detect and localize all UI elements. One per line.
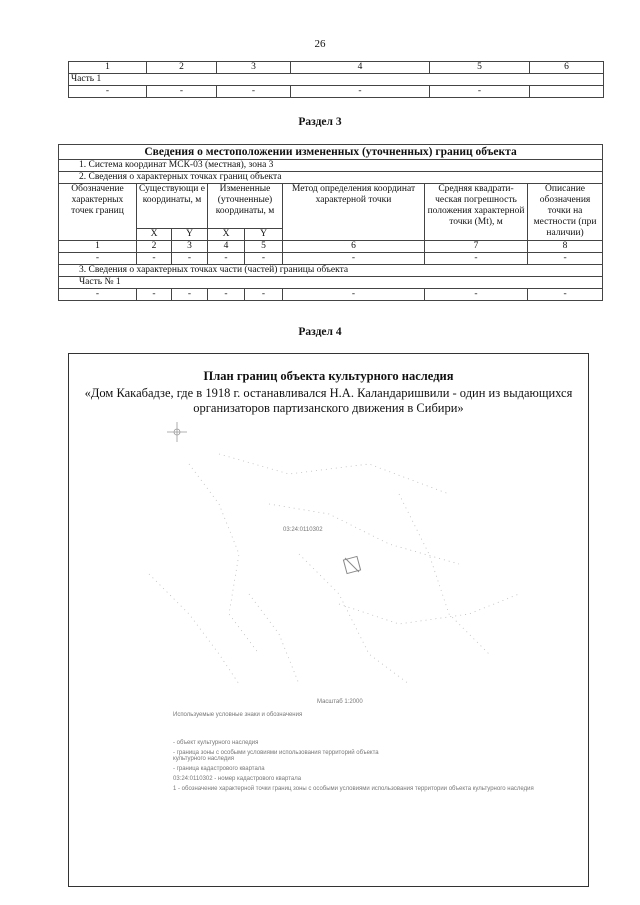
boundary-plan <box>68 353 589 887</box>
col-number: 8 <box>528 241 603 253</box>
section-4-title: Раздел 4 <box>298 326 342 338</box>
col-header: 6 <box>530 62 604 74</box>
col-header: 2 <box>147 62 217 74</box>
col-header-error: Средняя квадрати-ческая погрешность положения характерной точки (Mt), м <box>425 184 528 241</box>
col-number: 6 <box>283 241 425 253</box>
legend <box>173 740 553 796</box>
table-cell: - <box>137 253 172 265</box>
legend-item: - граница кадастрового квартала <box>173 766 265 772</box>
col-header: 4 <box>291 62 430 74</box>
plan-caption: «Дом Какабадзе, где в 1918 г. останавливался Н.А. Каландаришвили - один из выдающихся организаторов партизанского движения в Сибири» <box>84 386 573 415</box>
parcel-boundaries <box>149 454 519 684</box>
heritage-object-icon <box>343 556 360 573</box>
table-cell: - <box>137 289 172 301</box>
table-cell: - <box>245 289 283 301</box>
north-arrow-icon <box>167 422 187 442</box>
section-3-title: Раздел 3 <box>298 116 342 128</box>
table-row <box>69 86 604 98</box>
cadastral-block-label: 03:24:0110302 <box>283 527 323 533</box>
table-row <box>59 289 603 301</box>
col-number: 2 <box>137 241 172 253</box>
col-number: 1 <box>59 241 137 253</box>
col-header-y: Y <box>245 229 283 241</box>
table-cell: - <box>528 253 603 265</box>
table-cell: - <box>425 253 528 265</box>
col-header-x: X <box>208 229 245 241</box>
table-cell: - <box>172 253 208 265</box>
col-header-method: Метод определения координат характерной точки <box>283 184 425 241</box>
table-cell: - <box>283 289 425 301</box>
legend-title: Используемые условные знаки и обозначения <box>173 712 303 718</box>
col-header-x: X <box>137 229 172 241</box>
legend-item: - объект культурного наследия <box>173 740 259 746</box>
boundary-points-table <box>58 144 603 301</box>
table-cell: - <box>217 86 291 98</box>
table-cell: - <box>245 253 283 265</box>
col-number: 7 <box>425 241 528 253</box>
col-number: 4 <box>208 241 245 253</box>
col-header-changed: Измененные (уточненные) координаты, м <box>208 184 283 229</box>
col-header-y: Y <box>172 229 208 241</box>
table-cell: - <box>430 86 530 98</box>
coord-system: 1. Система координат МСК-03 (местная), зона 3 <box>59 160 603 172</box>
scale-label: Масштаб 1:2000 <box>317 699 363 705</box>
legend-item: 03:24:0110302 - номер кадастрового квартала <box>173 776 302 782</box>
table-row <box>59 253 603 265</box>
table-cell: - <box>208 253 245 265</box>
col-number: 3 <box>172 241 208 253</box>
legend-item: - граница зоны с особыми условиями использования территорий объекта культурного наследия <box>173 750 379 762</box>
column-number-row <box>59 241 603 253</box>
table-title: Сведения о местоположении измененных (уточненных) границ объекта <box>59 145 603 160</box>
table-cell: - <box>283 253 425 265</box>
col-number: 5 <box>245 241 283 253</box>
col-header-description: Описание обозначения точки на местности (при наличии) <box>528 184 603 241</box>
col-header: 1 <box>69 62 147 74</box>
col-header-designation: Обозначение характерных точек границ <box>59 184 137 241</box>
col-header: 3 <box>217 62 291 74</box>
table-cell: - <box>147 86 217 98</box>
plan-title: План границ объекта культурного наследия <box>203 369 454 383</box>
part-points-heading: 3. Сведения о характерных точках части (частей) границы объекта <box>59 265 603 277</box>
table-cell: - <box>208 289 245 301</box>
table-cell: - <box>59 253 137 265</box>
table-header-row <box>69 62 604 74</box>
table-header-row <box>59 184 603 229</box>
points-heading: 2. Сведения о характерных точках границ объекта <box>59 172 603 184</box>
legend-item: 1 - обозначение характерной точки границ зоны с особыми условиями использования территории объекта культурного наследия <box>173 786 534 792</box>
part-label: Часть № 1 <box>59 277 603 289</box>
plan-map <box>69 354 588 886</box>
col-header: 5 <box>430 62 530 74</box>
table-cell: - <box>59 289 137 301</box>
table-cell: - <box>528 289 603 301</box>
table-cell <box>530 86 604 98</box>
table-continuation <box>68 61 604 98</box>
col-header-existing: Существующи е координаты, м <box>137 184 208 229</box>
table-cell: - <box>69 86 147 98</box>
page-number: 26 <box>314 38 326 50</box>
table-cell: - <box>291 86 430 98</box>
part-label: Часть 1 <box>69 74 604 86</box>
table-cell: - <box>425 289 528 301</box>
table-cell: - <box>172 289 208 301</box>
